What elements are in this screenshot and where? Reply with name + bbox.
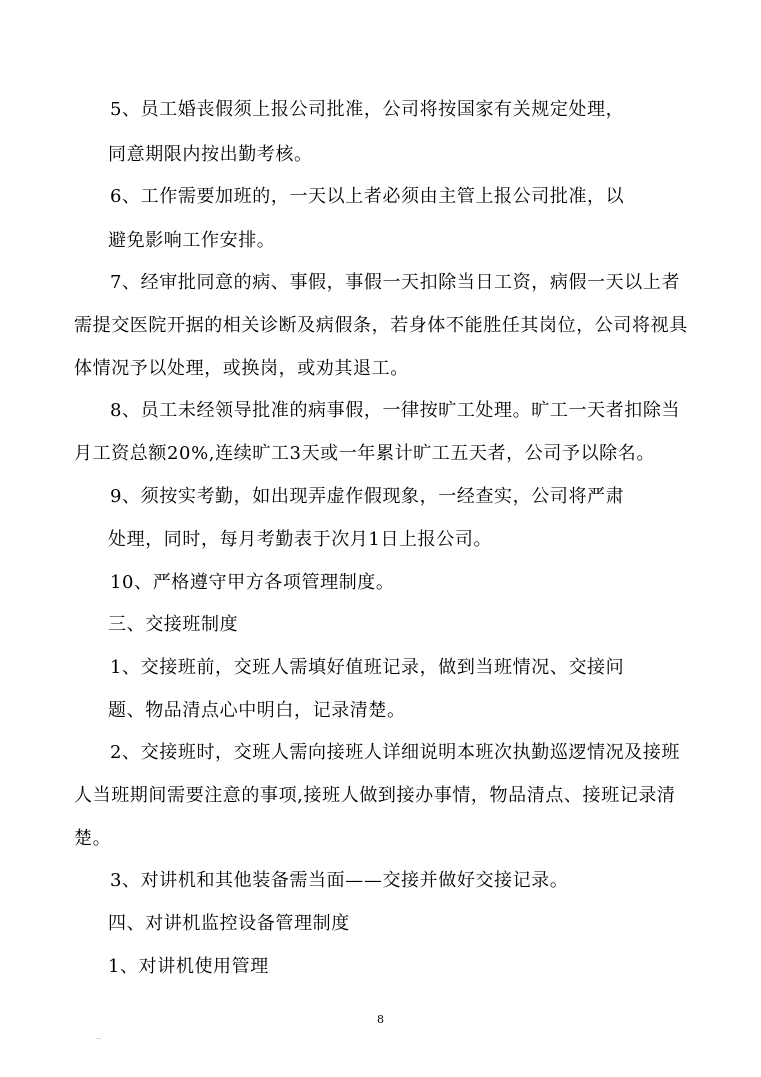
text-line: 7、经审批同意的病、事假，事假一天扣除当日工资，病假一天以上者 bbox=[110, 272, 681, 293]
page-number: 8 bbox=[377, 1013, 384, 1026]
text-line: 8、员工未经领导批准的病事假，一律按旷工处理。旷工一天者扣除当 bbox=[110, 400, 681, 421]
text-line: 5、员工婚丧假须上报公司批准，公司将按国家有关规定处理， bbox=[110, 99, 625, 120]
section-heading: 四、对讲机监控设备管理制度 bbox=[108, 913, 350, 934]
text-line: 10、严格遵守甲方各项管理制度。 bbox=[110, 572, 395, 593]
text-line: 1、交接班前，交班人需填好值班记录，做到当班情况、交接问 bbox=[110, 657, 625, 678]
text-line: 楚。 bbox=[74, 828, 112, 849]
text-line: 9、须按实考勤，如出现弄虚作假现象，一经查实，公司将严肃 bbox=[110, 486, 625, 507]
text-line: 1、对讲机使用管理 bbox=[108, 956, 269, 977]
text-line: 同意期限内按出勤考核。 bbox=[108, 144, 313, 165]
text-line: 题、物品清点心中明白，记录清楚。 bbox=[108, 700, 406, 721]
text-line: 6、工作需要加班的，一天以上者必须由主管上报公司批准，以 bbox=[110, 186, 625, 207]
text-line: 人当班期间需要注意的事项,接班人做到接办事情，物品清点、接班记录清 bbox=[74, 785, 676, 806]
text-line: 3、对讲机和其他装备需当面——交接并做好交接记录。 bbox=[110, 870, 569, 891]
text-line: 2、交接班时，交班人需向接班人详细说明本班次执勤巡逻情况及接班 bbox=[110, 742, 681, 763]
section-heading: 三、交接班制度 bbox=[108, 614, 239, 635]
text-line: 月工资总额20%,连续旷工3天或一年累计旷工五天者，公司予以除名。 bbox=[74, 443, 655, 464]
text-line: 需提交医院开据的相关诊断及病假条，若身体不能胜任其岗位，公司将视具 bbox=[74, 315, 688, 336]
text-line: 体情况予以处理，或换岗，或劝其退工。 bbox=[74, 358, 409, 379]
text-line: 避免影响工作安排。 bbox=[108, 230, 276, 251]
text-line: 处理，同时，每月考勤表于次月1日上报公司。 bbox=[108, 529, 493, 550]
footer-mark: .. bbox=[96, 1032, 102, 1041]
